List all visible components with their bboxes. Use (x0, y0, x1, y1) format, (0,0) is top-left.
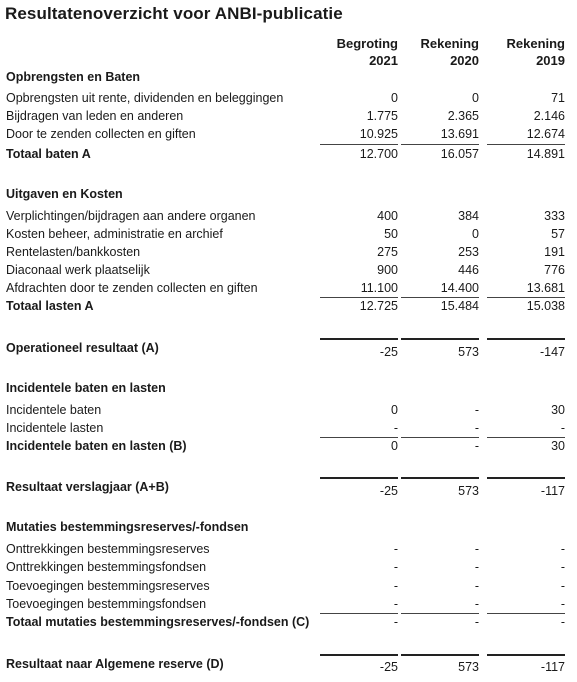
value-begroting-2021: - (393, 560, 398, 574)
value-begroting-2021: - (393, 615, 398, 629)
table-row (0, 91, 577, 109)
result-rule (401, 477, 479, 479)
total-row (0, 439, 577, 457)
column-header-line2: 2019 (536, 53, 565, 68)
column-header-line1: Begroting (336, 36, 398, 51)
value-rekening-2019: 12.674 (526, 127, 565, 141)
value-rekening-2019: 15.038 (526, 299, 565, 313)
page-title: Resultatenoverzicht voor ANBI-publicatie (5, 4, 343, 23)
value-rekening-2019: 71 (551, 91, 565, 105)
row-label: Opbrengsten uit rente, dividenden en beleggingen (6, 91, 284, 105)
value-rekening-2020: 253 (458, 245, 479, 259)
value-begroting-2021: 10.925 (359, 127, 398, 141)
table-row (0, 579, 577, 597)
value-begroting-2021: 0 (391, 439, 398, 453)
value-rekening-2020: - (474, 421, 479, 435)
total-row (0, 299, 577, 317)
value-rekening-2020: 573 (458, 484, 479, 498)
subtotal-rule (401, 144, 479, 145)
value-rekening-2020: 0 (472, 227, 479, 241)
table-row (0, 127, 577, 145)
row-label: Door te zenden collecten en giften (6, 127, 196, 141)
total-row (0, 615, 577, 633)
value-rekening-2019: 57 (551, 227, 565, 241)
section-header-baten (0, 70, 577, 88)
result-row-operationeel (0, 341, 577, 359)
table-row (0, 109, 577, 127)
total-row (0, 147, 577, 165)
value-rekening-2019: - (560, 615, 565, 629)
result-rule (487, 654, 565, 656)
value-rekening-2020: 446 (458, 263, 479, 277)
value-rekening-2020: - (474, 615, 479, 629)
value-rekening-2020: - (474, 560, 479, 574)
table-row (0, 209, 577, 227)
value-rekening-2020: 573 (458, 345, 479, 359)
value-begroting-2021: 0 (391, 403, 398, 417)
value-rekening-2019: 14.891 (526, 147, 565, 161)
value-rekening-2019: 776 (544, 263, 565, 277)
result-rule (487, 477, 565, 479)
value-rekening-2019: 30 (551, 439, 565, 453)
row-label: Incidentele baten (6, 403, 102, 417)
subtotal-rule (401, 437, 479, 438)
row-label: Totaal mutaties bestemmingsreserves/-fondsen (C) (6, 615, 310, 629)
value-rekening-2020: - (474, 597, 479, 611)
subtotal-rule (487, 437, 565, 438)
result-rule (320, 654, 398, 656)
column-header-line2: 2020 (450, 53, 479, 68)
column-header-rekening-2020 (409, 35, 479, 69)
section-header-label: Opbrengsten en Baten (6, 70, 141, 84)
value-rekening-2020: - (474, 439, 479, 453)
value-begroting-2021: - (393, 421, 398, 435)
subtotal-rule (487, 613, 565, 614)
value-rekening-2020: 573 (458, 660, 479, 674)
value-rekening-2019: 30 (551, 403, 565, 417)
section-header-lasten (0, 187, 577, 205)
row-label: Verplichtingen/bijdragen aan andere organen (6, 209, 256, 223)
section-header-label: Uitgaven en Kosten (6, 187, 123, 201)
row-label: Onttrekkingen bestemmingsreserves (6, 542, 210, 556)
subtotal-rule (487, 297, 565, 298)
row-label: Operationeel resultaat (A) (6, 341, 159, 355)
subtotal-rule (320, 297, 398, 298)
column-header-line1: Rekening (420, 36, 479, 51)
row-label: Toevoegingen bestemmingsreserves (6, 579, 210, 593)
value-rekening-2020: 16.057 (440, 147, 479, 161)
value-begroting-2021: - (393, 579, 398, 593)
row-label: Onttrekkingen bestemmingsfondsen (6, 560, 207, 574)
value-begroting-2021: 900 (377, 263, 398, 277)
value-rekening-2020: 384 (458, 209, 479, 223)
result-rule (401, 654, 479, 656)
section-header-mutaties (0, 520, 577, 538)
value-rekening-2020: - (474, 542, 479, 556)
value-rekening-2019: -147 (539, 345, 565, 359)
table-row (0, 560, 577, 578)
value-rekening-2020: 0 (472, 91, 479, 105)
value-rekening-2019: 333 (544, 209, 565, 223)
row-label: Afdrachten door te zenden collecten en giften (6, 281, 258, 295)
value-rekening-2020: 2.365 (447, 109, 479, 123)
row-label: Kosten beheer, administratie en archief (6, 227, 223, 241)
value-rekening-2019: -117 (540, 484, 565, 498)
value-rekening-2019: 191 (544, 245, 565, 259)
section-header-label: Mutaties bestemmingsreserves/-fondsen (6, 520, 249, 534)
value-begroting-2021: -25 (379, 484, 398, 498)
value-begroting-2021: 12.700 (359, 147, 398, 161)
value-begroting-2021: - (393, 542, 398, 556)
result-rule (320, 477, 398, 479)
value-rekening-2019: - (560, 597, 565, 611)
value-rekening-2019: 13.681 (526, 281, 565, 295)
table-row (0, 403, 577, 421)
value-rekening-2020: 13.691 (440, 127, 479, 141)
column-header-begroting-2021 (328, 35, 398, 69)
row-label: Diaconaal werk plaatselijk (6, 263, 150, 277)
result-rule (487, 338, 565, 340)
subtotal-rule (487, 144, 565, 145)
subtotal-rule (401, 297, 479, 298)
row-label: Incidentele lasten (6, 421, 104, 435)
value-rekening-2019: 2.146 (533, 109, 565, 123)
value-begroting-2021: 12.725 (359, 299, 398, 313)
table-row (0, 542, 577, 560)
column-header-rekening-2019 (495, 35, 565, 69)
value-rekening-2020: - (474, 579, 479, 593)
value-begroting-2021: 1.775 (366, 109, 398, 123)
row-label: Bijdragen van leden en anderen (6, 109, 184, 123)
row-label: Toevoegingen bestemmingsfondsen (6, 597, 207, 611)
value-begroting-2021: 11.100 (360, 281, 398, 295)
result-rule (401, 338, 479, 340)
result-rule (320, 338, 398, 340)
table-row (0, 263, 577, 281)
subtotal-rule (320, 144, 398, 145)
row-label: Totaal baten A (6, 147, 91, 161)
value-begroting-2021: -25 (379, 345, 398, 359)
value-rekening-2019: - (560, 560, 565, 574)
subtotal-rule (401, 613, 479, 614)
value-rekening-2019: - (560, 542, 565, 556)
value-rekening-2019: - (560, 579, 565, 593)
value-rekening-2019: - (560, 421, 565, 435)
section-header-label: Incidentele baten en lasten (6, 381, 166, 395)
result-row-verslagjaar (0, 480, 577, 498)
value-begroting-2021: 275 (377, 245, 398, 259)
row-label: Resultaat verslagjaar (A+B) (6, 480, 169, 494)
value-begroting-2021: 50 (384, 227, 398, 241)
section-header-incidenteel (0, 381, 577, 399)
table-row (0, 245, 577, 263)
table-row (0, 227, 577, 245)
subtotal-rule (320, 437, 398, 438)
subtotal-rule (320, 613, 398, 614)
value-rekening-2019: -117 (540, 660, 565, 674)
column-header-line1: Rekening (506, 36, 565, 51)
result-row-algemene-reserve (0, 657, 577, 675)
value-rekening-2020: 14.400 (440, 281, 479, 295)
row-label: Rentelasten/bankkosten (6, 245, 141, 259)
row-label: Totaal lasten A (6, 299, 94, 313)
value-rekening-2020: 15.484 (440, 299, 479, 313)
value-begroting-2021: -25 (379, 660, 398, 674)
column-header-line2: 2021 (369, 53, 398, 68)
value-begroting-2021: 0 (391, 91, 398, 105)
row-label: Incidentele baten en lasten (B) (6, 439, 187, 453)
value-begroting-2021: 400 (377, 209, 398, 223)
row-label: Resultaat naar Algemene reserve (D) (6, 657, 224, 671)
value-begroting-2021: - (393, 597, 398, 611)
value-rekening-2020: - (474, 403, 479, 417)
